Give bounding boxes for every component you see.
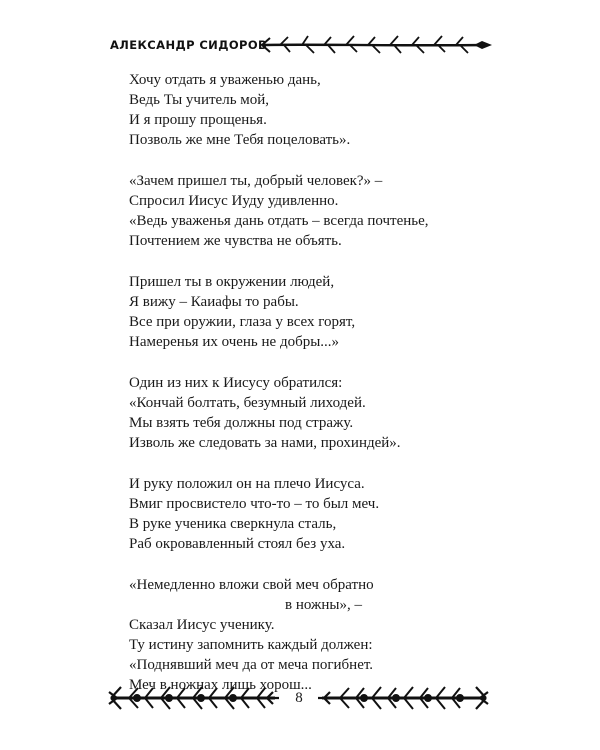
running-head-author: АЛЕКСАНДР СИДОРОВ	[110, 38, 268, 52]
poem-line: «Поднявший меч да от меча погибнет.	[129, 657, 374, 673]
poem-line: Один из них к Иисусу обратился:	[129, 375, 343, 391]
poem-line: Позволь же мне Тебя поцеловать».	[129, 132, 351, 148]
page-footer	[0, 683, 600, 713]
poem-line: «Ведь уваженья дань отдать – всегда почтенье,	[129, 213, 429, 229]
poem-line: Все при оружии, глаза у всех горят,	[129, 314, 356, 330]
poem-line: Почтением же чувства не объять.	[129, 233, 342, 249]
page-number: 8	[295, 690, 303, 706]
poem-line-continuation: в ножны», –	[285, 597, 362, 613]
poem-line: Сказал Иисус ученику.	[129, 617, 275, 633]
poem-line: Намеренья их очень не добры...»	[129, 334, 340, 350]
poem-line: «Немедленно вложи свой меч обратно	[129, 577, 374, 593]
stanza	[129, 272, 469, 352]
poem-line: Изволь же следовать за нами, прохиндей».	[129, 435, 401, 451]
thorn-branch-icon	[318, 683, 490, 713]
stanza	[129, 575, 469, 695]
poem-line: Пришел ты в окружении людей,	[129, 274, 335, 290]
poem-line: «Зачем пришел ты, добрый человек?» –	[129, 173, 383, 189]
poem-line: Спросил Иисус Иуду удивленно.	[129, 193, 339, 209]
poem-line: Раб окровавленный стоял без уха.	[129, 536, 346, 552]
stanza	[129, 474, 469, 554]
poem-line: Я вижу – Каиафы то рабы.	[129, 294, 299, 310]
poem-body	[129, 70, 469, 716]
poem-line: В руке ученика сверкнула сталь,	[129, 516, 337, 532]
page-header	[110, 33, 490, 57]
thorn-branch-icon	[107, 683, 279, 713]
poem-line: Хочу отдать я уваженью дань,	[129, 72, 321, 88]
poem-line: Меч в ножнах лишь хорош...	[129, 677, 312, 693]
poem-line: «Кончай болтать, безумный лиходей.	[129, 395, 366, 411]
poem-line: Ведь Ты учитель мой,	[129, 92, 270, 108]
poem-line: Вмиг просвистело что-то – то был меч.	[129, 496, 380, 512]
stanza	[129, 373, 469, 453]
poem-line: Ту истину запомнить каждый должен:	[129, 637, 373, 653]
poem-line: И я прошу прощенья.	[129, 112, 267, 128]
stanza	[129, 70, 469, 150]
poem-line: Мы взять тебя должны под стражу.	[129, 415, 354, 431]
thorn-branch-icon	[260, 33, 492, 57]
stanza	[129, 171, 469, 251]
poem-line: И руку положил он на плечо Иисуса.	[129, 476, 365, 492]
